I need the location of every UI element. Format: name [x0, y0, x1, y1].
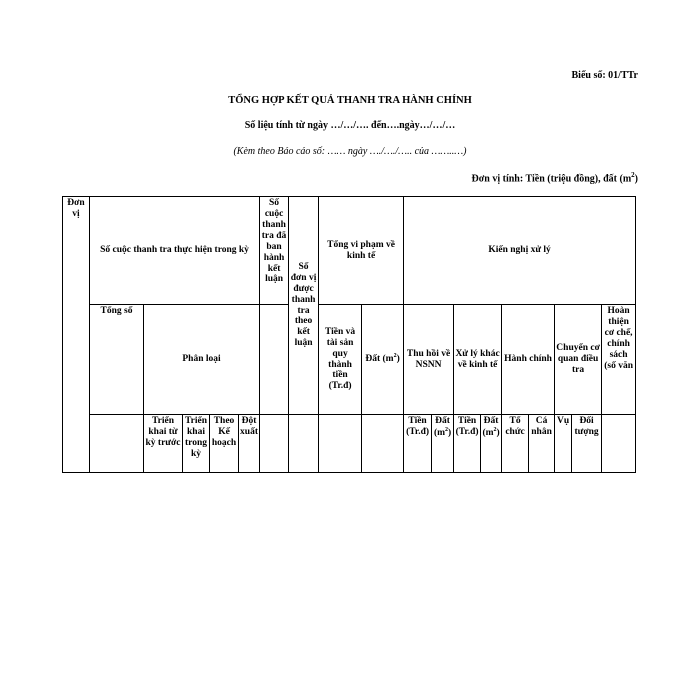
col-unit: Đơn vị [63, 197, 90, 473]
unit-note-close: ) [634, 173, 638, 185]
col-transfer-investigation: Chuyển cơ quan điều tra [555, 305, 602, 415]
col-inspections-concluded: Số cuộc thanh tra đã ban hành kết luận [260, 197, 289, 305]
col-inspections-in-period: Số cuộc thanh tra thực hiện trong kỳ [90, 197, 260, 305]
header-row-1 [63, 197, 636, 305]
col-improve-policy: Hoàn thiện cơ chế, chính sách (số văn [602, 305, 636, 415]
col-other-land-label: Đất (m [482, 416, 499, 439]
col-other-money: Tiền (Tr.đ) [454, 415, 481, 473]
cell-empty [260, 415, 289, 473]
col-classification: Phân loại [144, 305, 260, 415]
col-land-sup: 2 [393, 353, 397, 360]
col-in-period: Triển khai trong kỳ [183, 415, 210, 473]
col-other-land [481, 415, 502, 473]
col-other-land-close: ) [496, 428, 500, 439]
cell-empty [602, 415, 636, 473]
col-recover-land-close: ) [448, 428, 452, 439]
col-recover-land [432, 415, 454, 473]
col-recover-to-budget: Thu hồi về NSNN [404, 305, 454, 415]
col-unplanned: Đột xuất [239, 415, 260, 473]
col-individual: Cá nhân [529, 415, 555, 473]
unit-note [472, 171, 638, 184]
col-other-land-sup: 2 [493, 426, 497, 433]
attachment-note: (Kèm theo Báo cáo số: …… ngày …./…./….. của ……..…) [233, 146, 467, 157]
col-recommendations: Kiến nghị xử lý [404, 197, 636, 305]
cell-empty [319, 415, 362, 473]
col-carried-over: Triển khai từ kỳ trước [144, 415, 183, 473]
col-land [362, 305, 404, 415]
col-land-label: Đất (m [365, 354, 394, 365]
col-case: Vụ [555, 415, 572, 473]
unit-note-sup: 2 [631, 171, 635, 179]
col-administrative: Hành chính [502, 305, 555, 415]
report-table [62, 196, 636, 473]
col-subject: Đối tượng [572, 415, 602, 473]
col-recover-land-sup: 2 [445, 426, 449, 433]
cell-empty [289, 415, 319, 473]
document-title: TỔNG HỢP KẾT QUẢ THANH TRA HÀNH CHÍNH [228, 95, 472, 106]
cell-empty [90, 415, 144, 473]
col-other-economic: Xử lý khác về kinh tế [454, 305, 502, 415]
col-money-assets: Tiền và tài sản quy thành tiền (Tr.đ) [319, 305, 362, 415]
col-units-inspected: Số đơn vị được thanh tra theo kết luận [289, 197, 319, 415]
col-organization: Tổ chức [502, 415, 529, 473]
header-row-3 [63, 415, 636, 473]
col-total: Tổng số [90, 305, 144, 415]
col-economic-violations: Tổng vi phạm về kinh tế [319, 197, 404, 305]
form-number: Biểu số: 01/TTr [571, 70, 638, 81]
unit-note-text: Đơn vị tính: Tiền (triệu đồng), đất (m [471, 173, 632, 185]
col-planned: Theo Kế hoạch [210, 415, 239, 473]
col-land-close: ) [396, 354, 400, 365]
col-recover-money: Tiền (Tr.đ) [404, 415, 432, 473]
col-recover-land-label: Đất (m [433, 416, 450, 439]
header-row-2 [63, 305, 636, 415]
date-range: Số liệu tính từ ngày …/…/…. đến….ngày…/…/… [244, 120, 456, 131]
cell-empty [260, 305, 289, 415]
cell-empty [362, 415, 404, 473]
